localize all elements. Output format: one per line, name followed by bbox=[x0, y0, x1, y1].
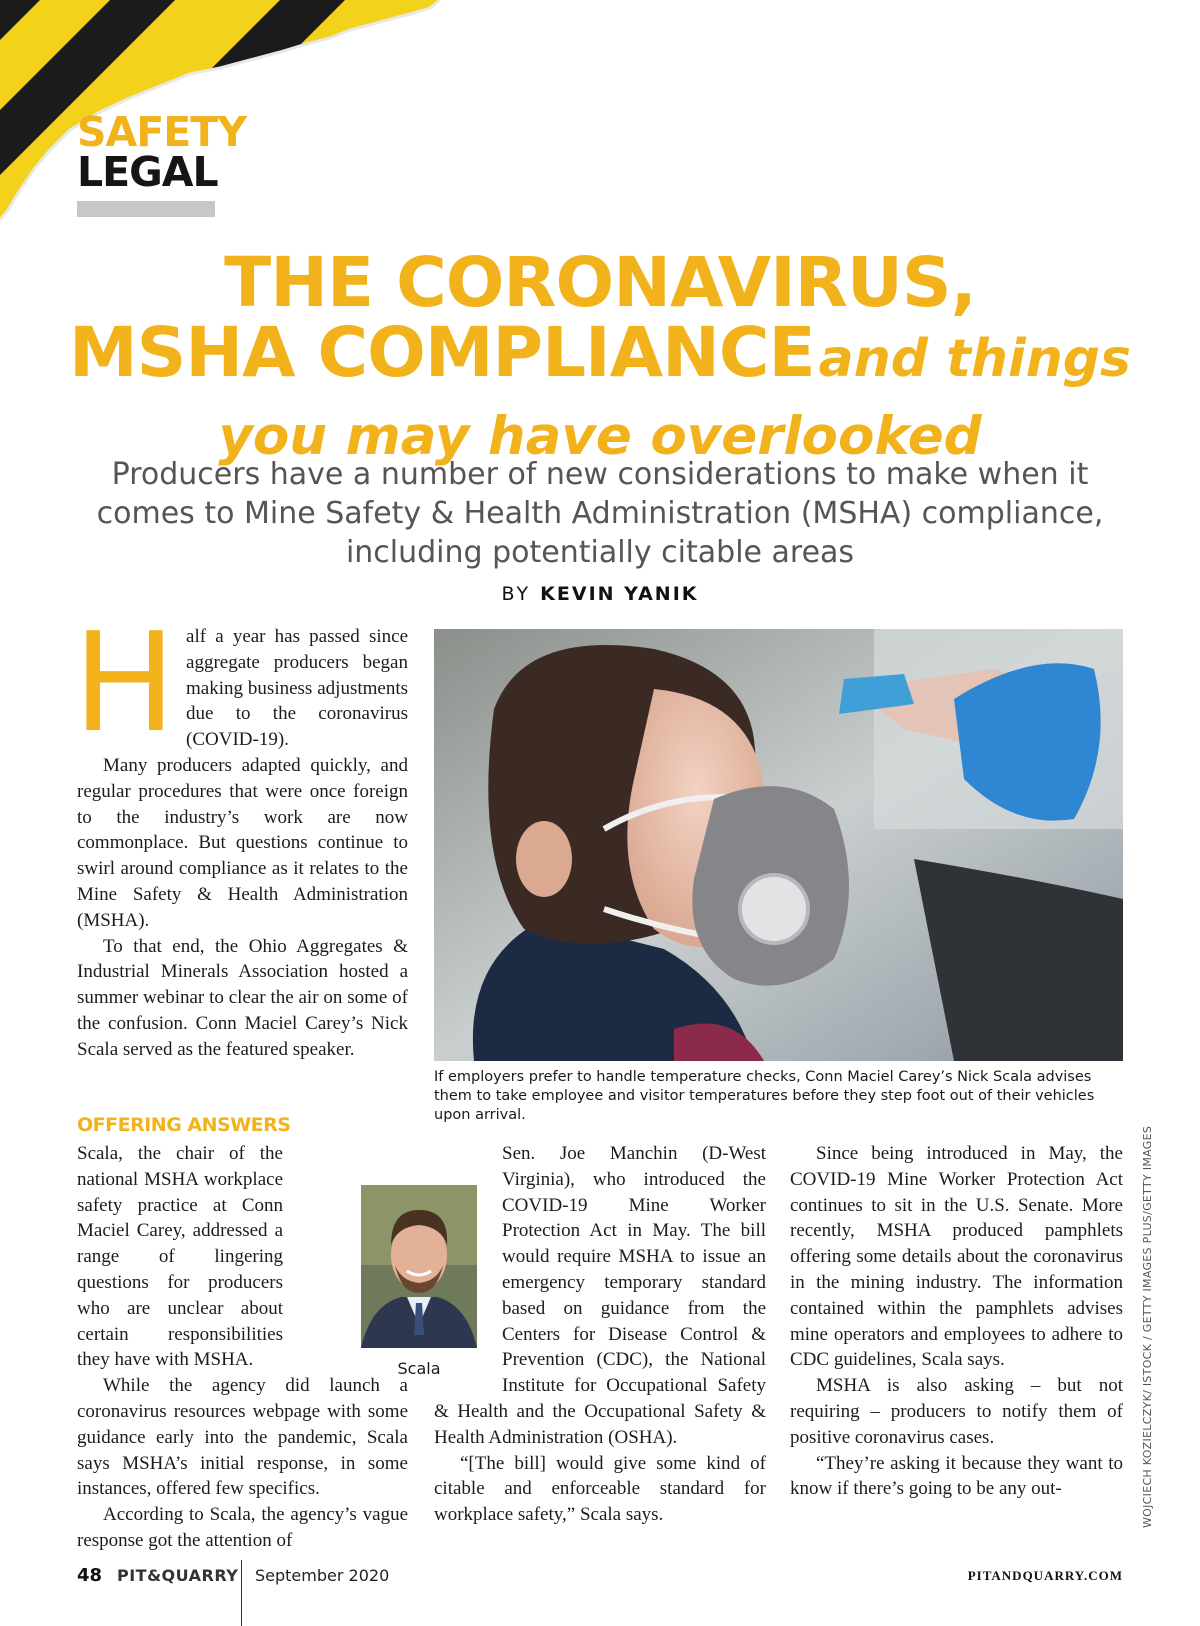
section-safety: SAFETY bbox=[77, 108, 246, 156]
photo-credit bbox=[1141, 1108, 1155, 1528]
byline-author: KEVIN YANIK bbox=[540, 583, 699, 605]
body-column-1-bottom bbox=[77, 1141, 408, 1554]
website-link[interactable]: PITANDQUARRY.COM bbox=[967, 1568, 1123, 1583]
article-photo bbox=[434, 629, 1123, 1061]
page-footer bbox=[77, 1565, 1123, 1605]
body-paragraph: Since being introduced in May, the COVID-19 Mine Worker Protection Act continues to sit in the U.S. Senate. More recently, MSHA produced pamphlets offering some details about the coronavirus in the mining industry. The information contained within the pamphlets advises mine operators and employees to adhere to CDC guidelines, Scala says. bbox=[790, 1143, 1123, 1371]
headline-line2 bbox=[0, 313, 1200, 407]
photo-credit-text: WOJCIECH KOZIELCZYK/ ISTOCK / GETTY IMAGES PLUS/GETTY IMAGES bbox=[1141, 1125, 1154, 1528]
body-column-2 bbox=[434, 1141, 766, 1528]
page-number: 48 bbox=[77, 1565, 103, 1586]
drop-cap: H bbox=[73, 604, 177, 763]
headline-line2-italic: and things bbox=[818, 329, 1131, 389]
article-headline bbox=[0, 243, 1200, 467]
section-legal: LEGAL bbox=[77, 148, 218, 196]
headshot-caption: Scala bbox=[397, 1359, 441, 1378]
byline bbox=[0, 583, 1200, 605]
article-deck: Producers have a number of new considerations to make when it comes to Mine Safety & Health Administration (MSHA) compliance, including potentially citable areas bbox=[96, 457, 1104, 570]
body-paragraph: MSHA is also asking – but not requiring – producers to notify them of positive coronavirus cases. bbox=[790, 1375, 1123, 1448]
body-column-1-top bbox=[73, 604, 408, 1063]
magazine-name: PIT&QUARRY bbox=[117, 1566, 239, 1585]
section-tag bbox=[77, 108, 246, 196]
body-paragraph: To that end, the Ohio Aggregates & Industrial Minerals Association hosted a summer webinar to clear the air on some of the confusion. Conn Maciel Carey’s Nick Scala served as the featured speaker. bbox=[77, 935, 408, 1060]
body-paragraph: Half a year has passed since aggregate producers began making business adjustments due to the coronavirus (COVID-19). bbox=[73, 604, 408, 763]
body-paragraph: According to Scala, the agency’s vague response got the attention of bbox=[77, 1504, 408, 1551]
byline-by: BY bbox=[501, 583, 532, 605]
subhead-offering-answers: OFFERING ANSWERS bbox=[77, 1114, 291, 1136]
headline-line3: you may have overlooked bbox=[218, 406, 982, 467]
body-paragraph: Many producers adapted quickly, and regular procedures that were once foreign to the industry’s work are now commonplace. But questions continue to swirl around compliance as it relates to the Mine Safety & Health Administration (MSHA). bbox=[77, 754, 408, 931]
headshot-wrap-space bbox=[434, 1141, 502, 1376]
footer-divider bbox=[241, 1560, 242, 1626]
body-paragraph: Scala, the chair of the national MSHA workplace safety practice at Conn Maciel Carey, addressed a range of lingering questions for producers who are unclear about certain responsibilities they have with MSHA. bbox=[77, 1141, 408, 1373]
body-column-3 bbox=[790, 1141, 1123, 1502]
section-divider bbox=[77, 201, 215, 217]
headline-line1: THE CORONAVIRUS, bbox=[224, 243, 976, 323]
headline-line2-bold: MSHA COMPLIANCE bbox=[69, 313, 815, 393]
body-paragraph: “[The bill] would give some kind of citable and enforceable standard for workplace safety,” Scala says. bbox=[434, 1452, 766, 1526]
body-paragraph: “They’re asking it because they want to know if there’s going to be any out- bbox=[790, 1452, 1123, 1500]
photo-caption: If employers prefer to handle temperature checks, Conn Maciel Carey’s Nick Scala advises them to take employee and visitor temperatures before they step foot out of their vehicles upon arrival. bbox=[434, 1069, 1095, 1123]
body-paragraph: While the agency did launch a coronavirus resources webpage with some guidance early into the pandemic, Scala says MSHA’s initial response, in some instances, offered few specifics. bbox=[77, 1375, 408, 1500]
body-paragraph: Sen. Joe Manchin (D-West Virginia), who introduced the COVID-19 Mine Worker Protection Act in May. The bill would require MSHA to issue an emergency temporary standard based on guidance from the Centers for Disease Control & Prevention (CDC), the National Institute for Occupational Safety & Health and the Occupational Safety & Health Administration (OSHA). bbox=[434, 1143, 766, 1448]
issue-date: September 2020 bbox=[255, 1566, 390, 1585]
